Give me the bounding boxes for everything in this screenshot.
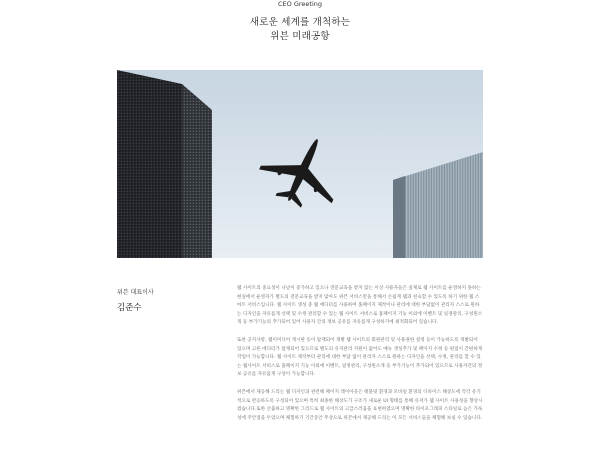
ceo-info (117, 289, 217, 314)
left-building-side (182, 84, 212, 258)
message-paragraph-1: 웹 사이트의 중요성이 나날이 증가하고 있으나 전문교육을 받지 않는 이상 사용자들은 실제로 웹 사이트를 운영하지 못하는 현실에서 운영자가 별도의 전문교육을 받지 않아도 위븐 서비스만을 통해서 손쉽게 웹과 친숙할 수 있도록 하기 위한 웹 스마트 서비스입니다. 웹 사이트 생성 중 웹 에디터를 사용하여 홈페이지 제작이나 관리에 대한 부담없이 관리자 스스로 원하는 디자인을 자유롭게 선택 및 수정 관리할 수 있는 웹 사이트 서비스로 홈페이지 기능 이외에 이벤트 및 일정관리, 구성원소개 등 부가기능의 추가되어 있어 사용자 간의 정보 공유를 자유롭게 구성하기에 최적화되어 있습니다. (237, 286, 483, 326)
hero-photo (117, 70, 483, 258)
message-paragraph-2: 또한 공지사항, 웹이미디어 게시판 등이 탑재되어 개별 웹 사이트의 회원관리 및 사용권한 설정 등이 가능하도록 개발되어 있으며 고른 에디터가 탑재되어 있으므로 별도의 유지관리 지원이 없어도 메뉴 생성추가 및 페이지 수정 등 편집이 간편하게 작업이 가능합니다. 웹 사이트 제작부터 관리에 대한 부담 없이 관리자 스스로 원하는 디자인을 선택, 수정, 관리를 할 수 있는 웹사이트 서비스로 홈페이지 기능 이외에 이벤트, 일정관리, 구성원소개 등 부가기능이 추가되어 있으므로 사용자간의 정보 공유를 자유롭게 구성이 가능합니다. (237, 337, 483, 378)
ceo-name: 김준수 (117, 303, 142, 313)
hero-image (117, 70, 483, 258)
page-title (0, 16, 600, 44)
title-line-1: 새로운 세계를 개척하는 (249, 17, 351, 28)
greeting-message (237, 285, 483, 432)
ceo-role: 위븐 대표이사 (117, 289, 154, 296)
left-building (117, 70, 182, 258)
section-label: CEO Greeting (278, 0, 322, 8)
message-paragraph-3: 위븐에서 제공해 드리는 웹 디자인과 관련해 페이지 레이아웃은 태블릿 환경과 모바일 환경의 디바이스 해상도에 각각 유기적으로 반응하도록 구성되어 있으며 특히 최종한 해상도가 구조가 새로운 UI 형태를 통해 유저가 웹 사이트 사용성을 향상시켰습니다.또한 산출하고 명확한 그리드로 웹 사이트의 고급스러움을 표현하였으며 명확한 타이포그래피 스타일로 높은 가독성에 주안점을 두었으며 체험하기 기간동안 무상으로 위븐에서 제공해 드리는 이 모든 서비스들을 체험해 보실 수 있습니다. (237, 389, 483, 421)
title-line-2: 위븐 미래공항 (270, 31, 330, 42)
